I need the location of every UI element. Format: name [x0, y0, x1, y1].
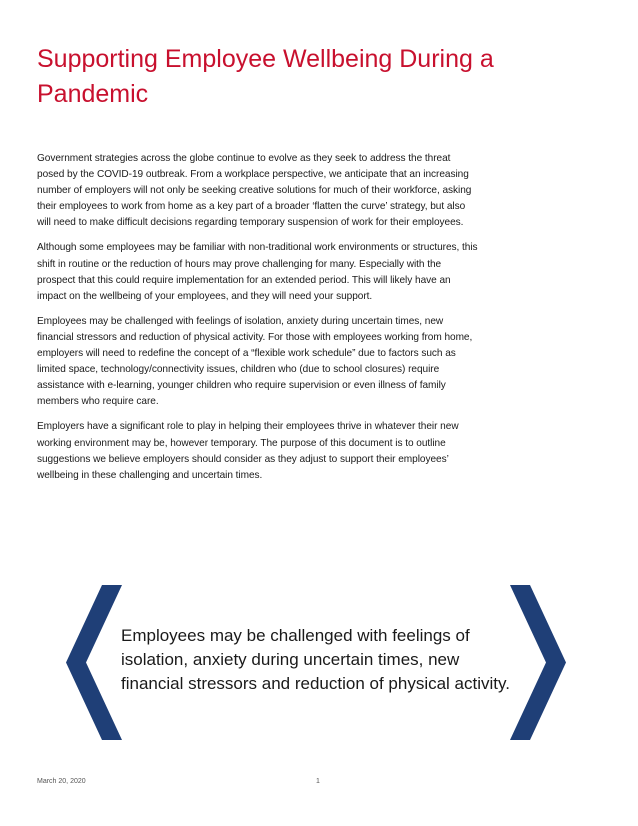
paragraph-4: Employers have a significant role to play in helping their employees thrive in whatever their new working environment may be, however temporary. The purpose of this document is to outline suggestions we believe employers should consider as they adjust to support their employees’ wellbeing in these challenging and uncertain times. — [37, 421, 459, 481]
page-number: 1 — [316, 778, 320, 785]
footer-date: March 20, 2020 — [37, 778, 86, 785]
body-text — [37, 151, 479, 493]
pull-quote-text: Employees may be challenged with feelings of isolation, anxiety during uncertain times, new financial stressors and reduction of physical activity. — [121, 626, 510, 693]
document-title: Supporting Employee Wellbeing During a Pandemic — [37, 45, 494, 108]
left-chevron-bracket-icon — [66, 585, 122, 740]
right-chevron-bracket-icon — [510, 585, 566, 740]
paragraph-3: Employees may be challenged with feelings of isolation, anxiety during uncertain times, new financial stressors and reduction of physical activity. For those with employees working from home, employers will need to redefine the concept of a “flexible work schedule” due to factors such as limited space, technology/connectivity issues, children who (due to school closures) require assistance with e-learning, younger children who require supervision or even illness of family members who require care. — [37, 315, 473, 408]
paragraph-2: Although some employees may be familiar with non-traditional work environments or structures, this shift in routine or the reduction of hours may prove challenging for many. Especially with the prospect that this could require implementation for an extended period. This will likely have an impact on the wellbeing of your employees, and they will need your support. — [37, 242, 478, 302]
paragraph-1: Government strategies across the globe continue to evolve as they seek to address the threat posed by the COVID-19 outbreak. From a workplace perspective, we anticipate that an increasing number of employers will not only be seeking creative solutions for much of their workforce, asking their employees to work from home as a key part of a broader ‘flatten the curve’ strategy, but also will need to make difficult decisions regarding temporary suspension of work for their employees. — [37, 153, 472, 229]
pull-quote — [66, 585, 566, 740]
